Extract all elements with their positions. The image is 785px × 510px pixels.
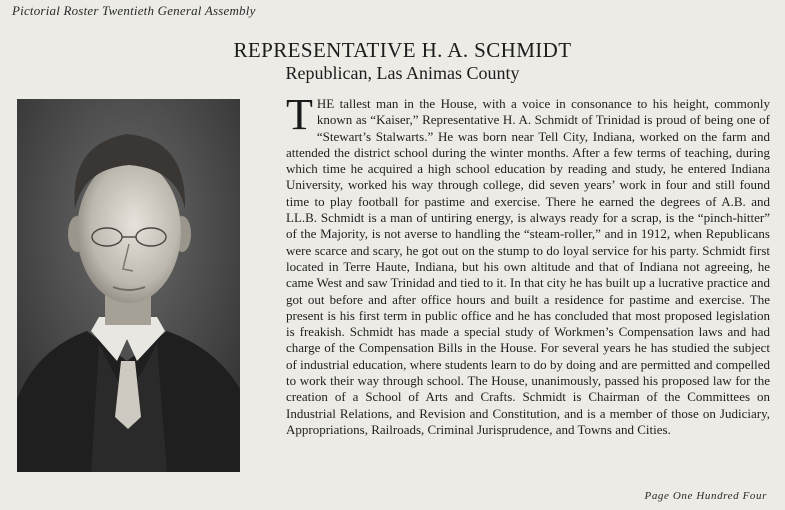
running-header: Pictorial Roster Twentieth General Assembly	[12, 3, 256, 18]
title-block	[0, 38, 785, 84]
drop-cap: T	[286, 90, 313, 139]
party-county-subtitle: Republican, Las Animas County	[285, 63, 520, 83]
portrait-photo	[17, 99, 240, 472]
biography-text: HE tallest man in the House, with a voice in consonance to his height, commonly known as “Kaiser,” Representative H. A. Schmidt of Trinidad is proud of being one of “Stewart’s Stalwarts.” He was born near Tell City, Indiana, worked on the farm and attended the district school during the winter months. After a few terms of teaching, during which time he acquired a high school education by reading and study, he entered Indiana University, worked his way through college, did seven years’ work in four and still found time to play football for pastime and exercise. There he earned the degrees of A.B. and LL.B. Schmidt is a man of untiring energy, is always ready for a scrap, is the “pinch-hitter” of the Majority, is not averse to handling the “steam-roller,” and in 1912, when Republicans were scarce and scary, he got out on the stump to do loyal service for his party. Schmidt first located in Terre Haute, Indiana, but his own altitude and that of Indiana not agreeing, he came West and saw Trinidad and tied to it. In that city he has built up a lucrative practice and got out before and after office hours and built a residence for pastime and exercise. The present is his first term in public office and he has concluded that most proposed legislation is freakish. Schmidt has made a special study of Workmen’s Compensation laws and had charge of the Compensation Bills in the House. For several years he has studied the subject of industrial education, where students learn to do by doing and are permitted and compelled to work their way through school. The House, unanimously, passed his proposed law for the creation of a School of Arts and Crafts. Schmidt is Chairman of the Committees on Industrial Relations, and Revision and Constitution, and is a member of those on Judiciary, Appropriations, Railroads, Criminal Jurisprudence, and Towns and Cities.	[286, 96, 770, 437]
page-number: Page One Hundred Four	[644, 490, 767, 502]
page-title: REPRESENTATIVE H. A. SCHMIDT	[233, 38, 572, 62]
biography	[286, 90, 770, 438]
